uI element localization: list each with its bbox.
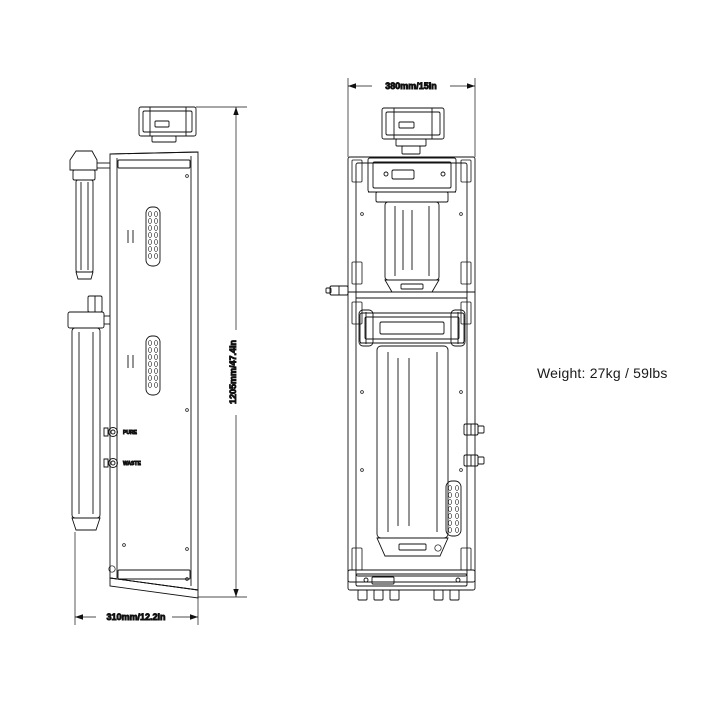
- port-label-pure: PURE: [123, 430, 137, 436]
- side-upper-filter-housing: [70, 151, 110, 279]
- side-lower-filter-housing: [68, 296, 110, 530]
- front-width-dimension-label: 380mm/15In: [385, 81, 437, 91]
- front-top-cap: [382, 108, 444, 154]
- side-outlet-ports: [104, 428, 118, 468]
- side-width-dimension-label: 310mm/12.2In: [106, 612, 166, 622]
- weight-annotation: Weight: 27kg / 59lbs: [537, 365, 668, 381]
- front-lower-head: [359, 310, 465, 346]
- side-height-dimension: [196, 107, 247, 597]
- front-elevation-view: [326, 108, 484, 600]
- front-lower-filter-bowl: [377, 346, 448, 556]
- side-base-plate: [110, 578, 198, 598]
- side-panel-seams: [128, 230, 133, 368]
- front-base-plate: [348, 570, 475, 600]
- side-lower-vent-grille: [146, 336, 160, 395]
- side-elevation-view: [68, 107, 198, 598]
- port-label-waste: WASTE: [123, 461, 141, 467]
- side-height-dimension-label: 1205mm/47.4In: [228, 339, 238, 405]
- front-corner-brackets: [352, 160, 471, 570]
- front-left-inlet-fitting: [326, 286, 348, 295]
- front-upper-filter-bowl: [385, 202, 439, 292]
- side-top-cap: [139, 107, 196, 142]
- side-main-body: [110, 152, 198, 590]
- front-fasteners: [361, 213, 463, 552]
- front-upper-head: [368, 158, 456, 202]
- side-upper-vent-grille: [146, 207, 160, 266]
